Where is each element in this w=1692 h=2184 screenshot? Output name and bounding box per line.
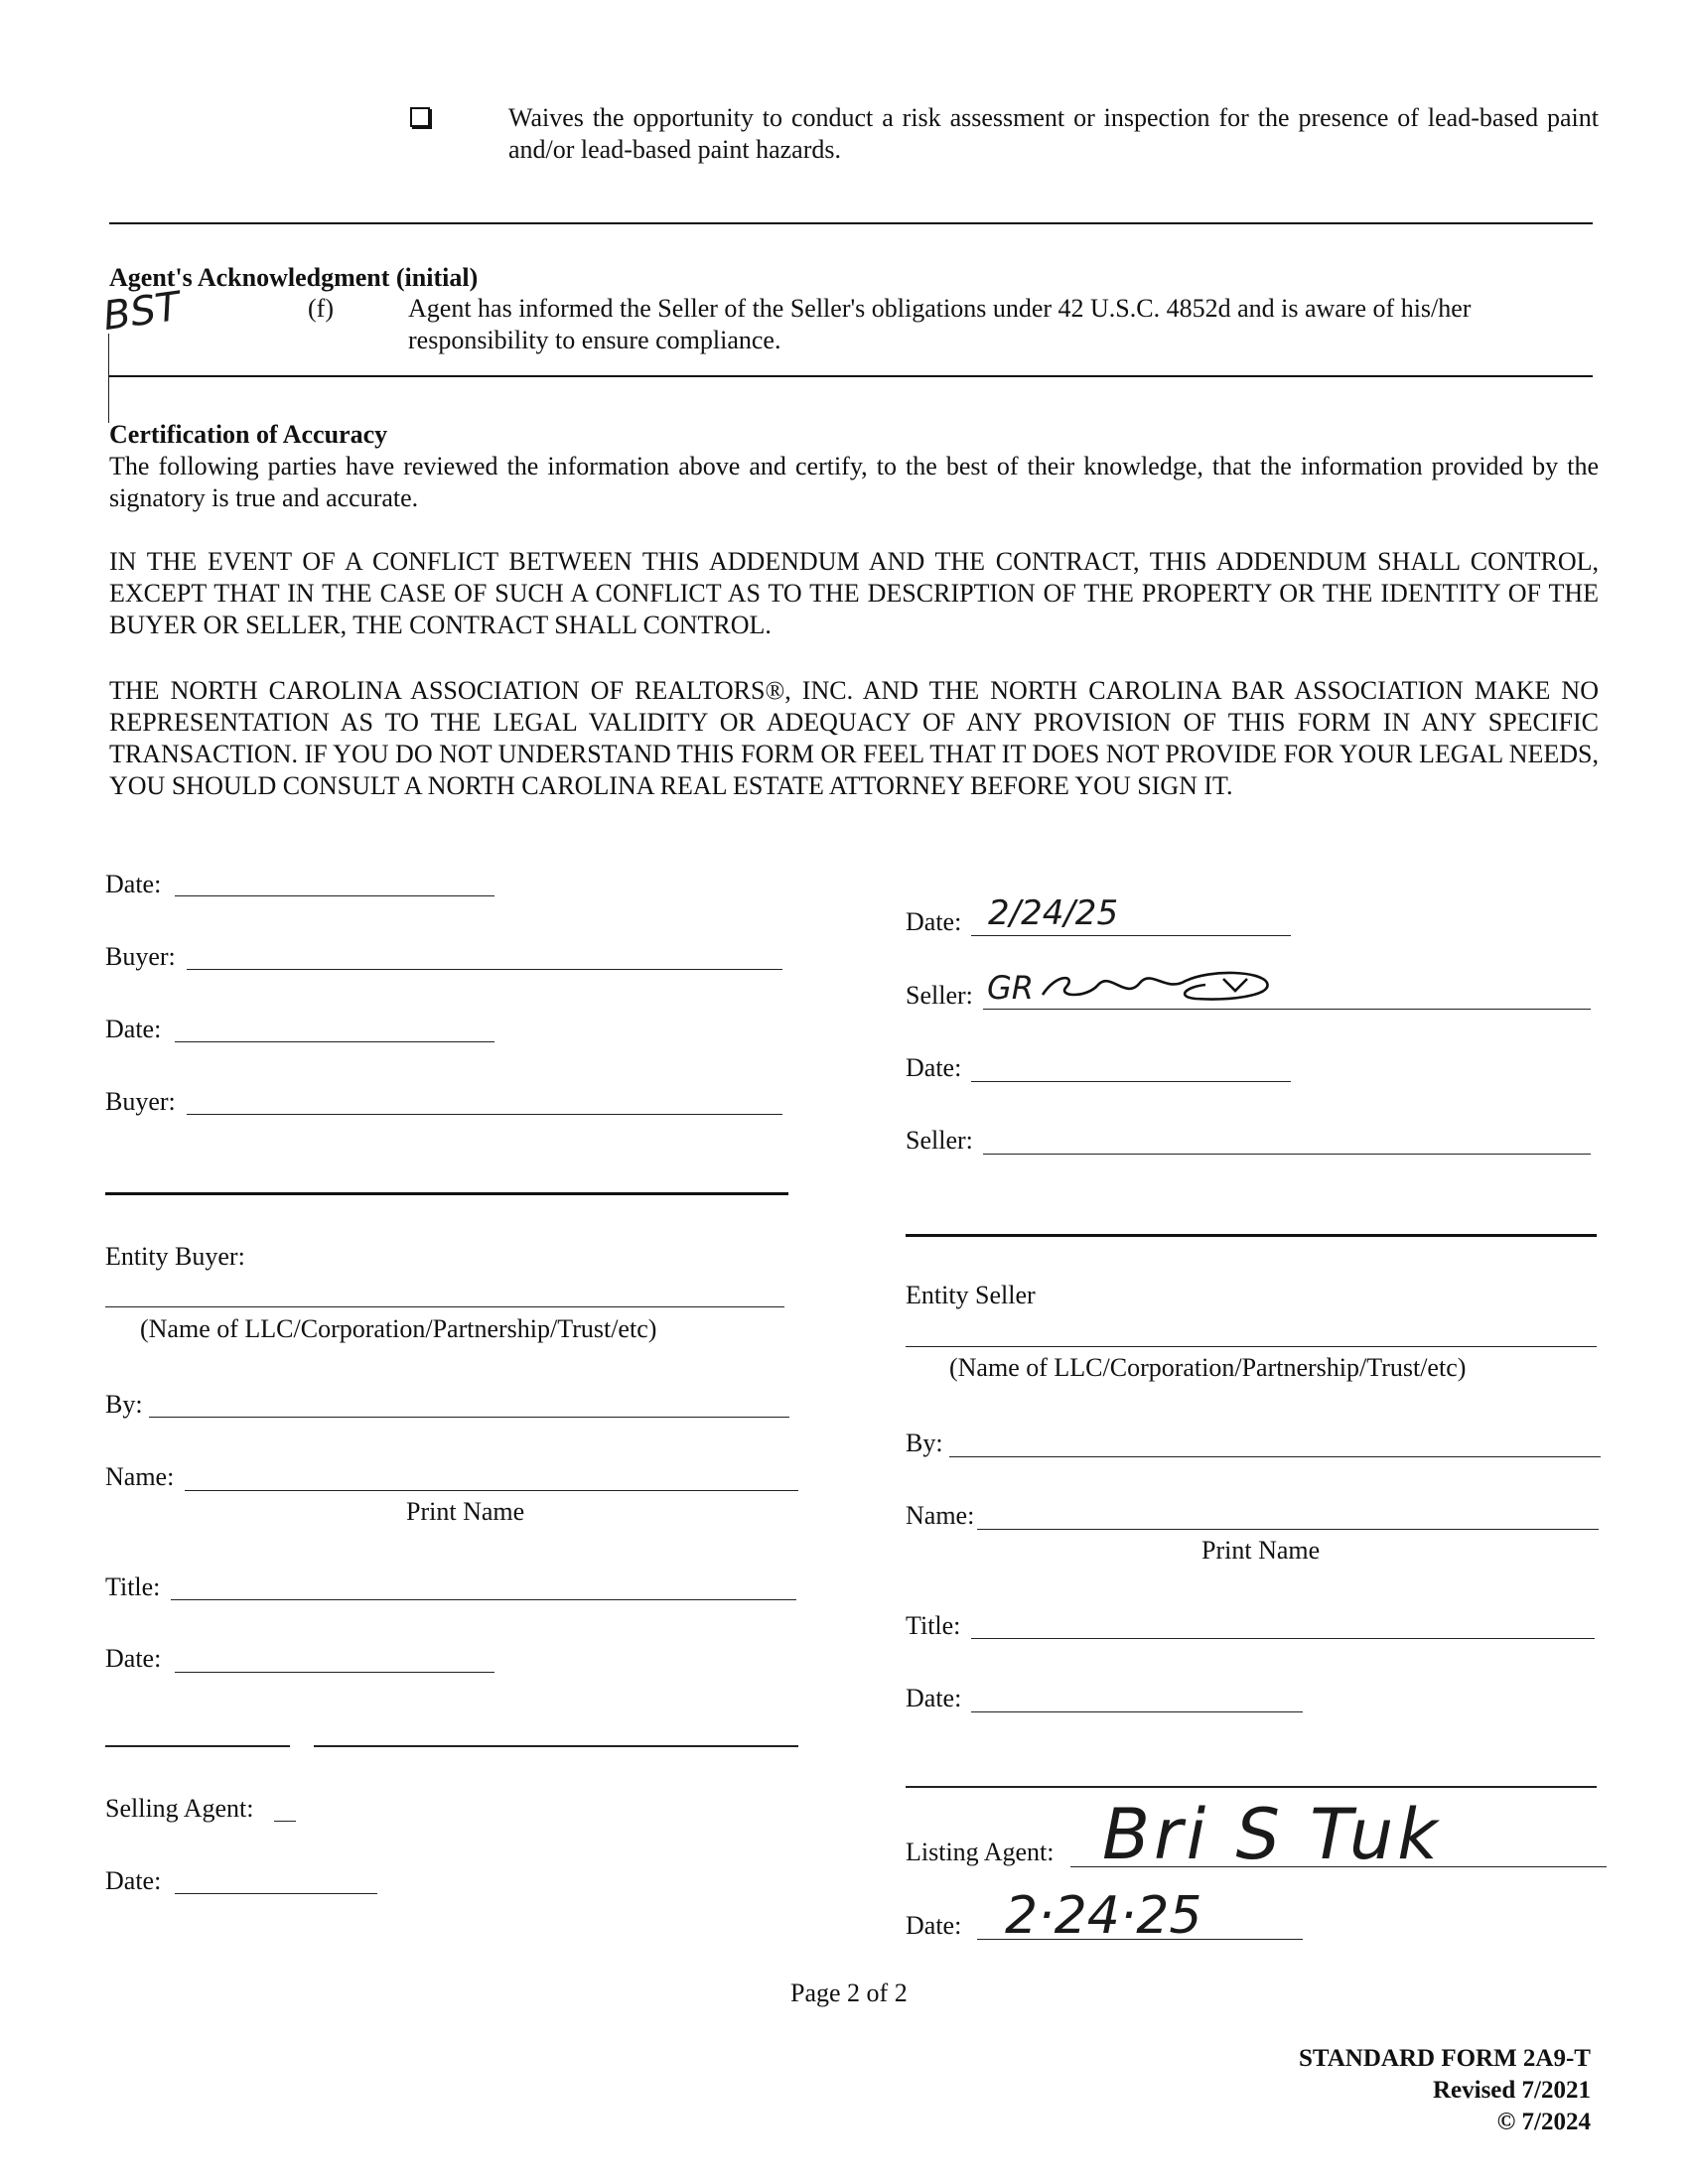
seller2-label: Seller: xyxy=(906,1126,973,1155)
buyer-title-label: Title: xyxy=(105,1572,161,1601)
certification-text: The following parties have reviewed the information above and certify, to the best of their knowledge, that the information provided by the signatory is true and accurate. xyxy=(109,452,1599,512)
buyer-date2-field[interactable] xyxy=(175,1041,494,1042)
entity-buyer-label: Entity Buyer: xyxy=(105,1242,245,1271)
section-divider xyxy=(109,375,1593,377)
initials-field-line[interactable] xyxy=(108,334,109,423)
buyer-date1-field[interactable] xyxy=(175,895,494,896)
buyer-name-label: Name: xyxy=(105,1462,175,1491)
entity-seller-name-field[interactable] xyxy=(906,1346,1597,1347)
seller1-signature-scribble xyxy=(1037,965,1275,1015)
seller2-signature-field[interactable] xyxy=(983,1154,1591,1155)
selling-agent-date-field[interactable] xyxy=(175,1893,377,1894)
form-revised: Revised 7/2021 xyxy=(1432,2077,1591,2104)
form-copyright: © 7/2024 xyxy=(1496,2109,1591,2135)
seller-title-label: Title: xyxy=(906,1611,961,1640)
buyer-date3-field[interactable] xyxy=(175,1672,494,1673)
seller-print-name-caption: Print Name xyxy=(1201,1536,1321,1565)
seller-date1-field[interactable] xyxy=(971,935,1291,936)
seller-date2-label: Date: xyxy=(906,1053,962,1082)
agent-initials-signature: BST xyxy=(100,283,184,341)
selling-agent-field[interactable] xyxy=(274,1821,296,1822)
seller-by-label: By: xyxy=(906,1429,943,1457)
listing-agent-handwritten-signature: Bri S Tuk xyxy=(1102,1794,1442,1875)
entity-buyer-name-field[interactable] xyxy=(105,1306,784,1307)
seller-date1-label: Date: xyxy=(906,907,962,936)
section-divider xyxy=(109,222,1593,224)
buyer2-label: Buyer: xyxy=(105,1087,176,1116)
buyer1-signature-field[interactable] xyxy=(187,969,782,970)
seller1-handwritten-signature: GR xyxy=(987,969,1035,1007)
seller-date1-handwritten: 2/24/25 xyxy=(988,893,1119,933)
seller-name-field[interactable] xyxy=(977,1529,1599,1530)
listing-agent-date-field[interactable] xyxy=(977,1939,1303,1940)
buyer-print-name-caption: Print Name xyxy=(406,1497,525,1526)
page-number: Page 2 of 2 xyxy=(790,1979,908,2007)
seller-title-field[interactable] xyxy=(971,1638,1595,1639)
buyer2-signature-field[interactable] xyxy=(187,1114,782,1115)
listing-agent-date-label: Date: xyxy=(906,1911,962,1940)
buyer-date1-label: Date: xyxy=(105,870,162,898)
legal-disclaimer: THE NORTH CAROLINA ASSOCIATION OF REALTORS®, INC. AND THE NORTH CAROLINA BAR ASSOCIATION MAKE NO REPRESENTATION AS TO THE LEGAL VALIDITY OR ADEQUACY OF ANY PROVISION OF THIS FORM IN ANY SPECIFIC TRANSACTION. IF YOU DO NOT UNDERSTAND THIS FORM OR FEEL THAT IT DOES NOT PROVIDE FOR YOUR LEGAL NEEDS, YOU SHOULD CONSULT A NORTH CAROLINA REAL ESTATE ATTORNEY BEFORE YOU SIGN IT. xyxy=(109,676,1599,800)
waiver-text: Waives the opportunity to conduct a risk assessment or inspection for the presence of lead-based paint and/or lead-based paint hazards. xyxy=(508,103,1599,164)
seller-date2-field[interactable] xyxy=(971,1081,1291,1082)
buyer-date2-label: Date: xyxy=(105,1015,162,1043)
buyer-section-divider xyxy=(105,1192,788,1195)
entity-seller-caption: (Name of LLC/Corporation/Partnership/Trust/etc) xyxy=(949,1353,1467,1382)
seller-agent-divider xyxy=(906,1786,1597,1788)
agent-ack-marker: (f) xyxy=(308,294,334,323)
buyer-by-field[interactable] xyxy=(149,1417,789,1418)
form-number: STANDARD FORM 2A9-T xyxy=(1299,2045,1591,2072)
certification-heading: Certification of Accuracy xyxy=(109,420,388,449)
buyer-agent-divider-a xyxy=(105,1745,290,1747)
buyer-title-field[interactable] xyxy=(171,1599,796,1600)
entity-buyer-caption: (Name of LLC/Corporation/Partnership/Trust/etc) xyxy=(140,1314,657,1343)
buyer-date3-label: Date: xyxy=(105,1644,162,1673)
conflict-clause: IN THE EVENT OF A CONFLICT BETWEEN THIS ADDENDUM AND THE CONTRACT, THIS ADDENDUM SHALL CONTROL, EXCEPT THAT IN THE CASE OF SUCH A CONFLICT AS TO THE DESCRIPTION OF THE PROPERTY OR THE IDENTITY OF THE BUYER OR SELLER, THE CONTRACT SHALL CONTROL. xyxy=(109,547,1599,639)
listing-agent-label: Listing Agent: xyxy=(906,1838,1055,1866)
seller-date3-label: Date: xyxy=(906,1684,962,1712)
seller1-label: Seller: xyxy=(906,981,973,1010)
seller-section-divider xyxy=(906,1234,1597,1237)
selling-agent-label: Selling Agent: xyxy=(105,1794,254,1823)
agent-ack-text: Agent has informed the Seller of the Seller's obligations under 42 U.S.C. 4852d and is aware of his/her responsibility to ensure compliance. xyxy=(408,294,1472,354)
waiver-checkbox[interactable] xyxy=(410,107,430,127)
agent-ack-heading: Agent's Acknowledgment (initial) xyxy=(109,263,479,292)
buyer-agent-divider-b xyxy=(314,1745,798,1747)
buyer1-label: Buyer: xyxy=(105,942,176,971)
seller-date3-field[interactable] xyxy=(971,1711,1303,1712)
buyer-by-label: By: xyxy=(105,1390,143,1419)
listing-agent-date-handwritten: 2·24·25 xyxy=(1005,1886,1202,1946)
listing-agent-field[interactable] xyxy=(1070,1866,1607,1867)
entity-seller-label: Entity Seller xyxy=(906,1281,1036,1309)
seller-by-field[interactable] xyxy=(949,1456,1601,1457)
seller1-signature-field[interactable] xyxy=(983,1009,1591,1010)
selling-agent-date-label: Date: xyxy=(105,1866,162,1895)
buyer-name-field[interactable] xyxy=(185,1490,798,1491)
seller-name-label: Name: xyxy=(906,1501,975,1530)
